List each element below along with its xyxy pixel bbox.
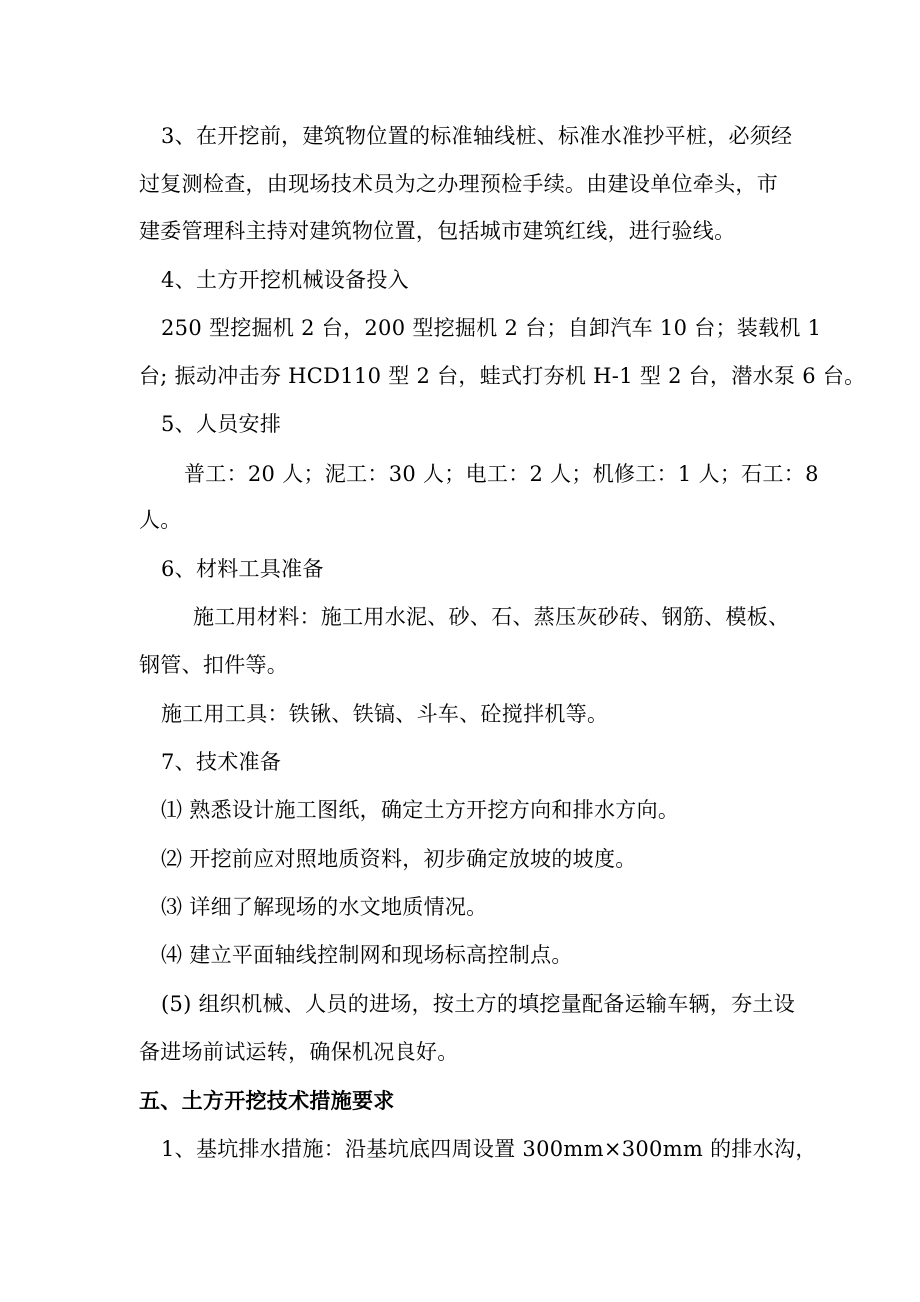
paragraph-line: 建委管理科主持对建筑物位置，包括城市建筑红线，进行验线。 (139, 219, 736, 243)
list-item: ⑵ 开挖前应对照地质资料，初步确定放坡的坡度。 (161, 847, 637, 871)
paragraph-line: 施工用工具：铁锹、铁镐、斗车、砼搅拌机等。 (161, 702, 609, 726)
paragraph-line: 普工：20 人；泥工：30 人；电工：2 人；机修工：1 人；石工：8 (184, 462, 819, 486)
paragraph-line: 施工用材料：施工用水泥、砂、石、蒸压灰砂砖、钢筋、模板、 (193, 605, 790, 629)
paragraph-line: 台; 振动冲击夯 HCD110 型 2 台，蛙式打夯机 H-1 型 2 台，潜水泵 6 台。 (139, 364, 866, 388)
paragraph-line: 备进场前试运转，确保机况良好。 (139, 1040, 459, 1064)
paragraph-line: 250 型挖掘机 2 台，200 型挖掘机 2 台；自卸汽车 10 台；装载机 1 (161, 316, 822, 340)
paragraph-line: 1、基坑排水措施：沿基坑底四周设置 300mm×300mm 的排水沟， (161, 1137, 817, 1161)
section-title: 4、土方开挖机械设备投入 (161, 268, 409, 292)
paragraph-line: 钢管、扣件等。 (139, 653, 289, 677)
paragraph-line: 过复测检查，由现场技术员为之办理预检手续。由建设单位牵头，市 (139, 172, 778, 196)
list-item: (5) 组织机械、人员的进场，按土方的填挖量配备运输车辆，夯土设 (161, 992, 796, 1016)
paragraph-line: 3、在开挖前，建筑物位置的标准轴线桩、标准水准抄平桩，必须经 (161, 124, 793, 148)
section-title: 6、材料工具准备 (161, 557, 324, 581)
list-item: ⑷ 建立平面轴线控制网和现场标高控制点。 (161, 943, 573, 967)
section-title: 5、人员安排 (161, 412, 282, 436)
paragraph-line: 人。 (139, 508, 182, 532)
list-item: ⑴ 熟悉设计施工图纸，确定土方开挖方向和排水方向。 (161, 798, 680, 822)
section-title: 7、技术准备 (161, 750, 282, 774)
list-item: ⑶ 详细了解现场的水文地质情况。 (161, 895, 488, 919)
chapter-heading: 五、土方开挖技术措施要求 (139, 1089, 395, 1113)
